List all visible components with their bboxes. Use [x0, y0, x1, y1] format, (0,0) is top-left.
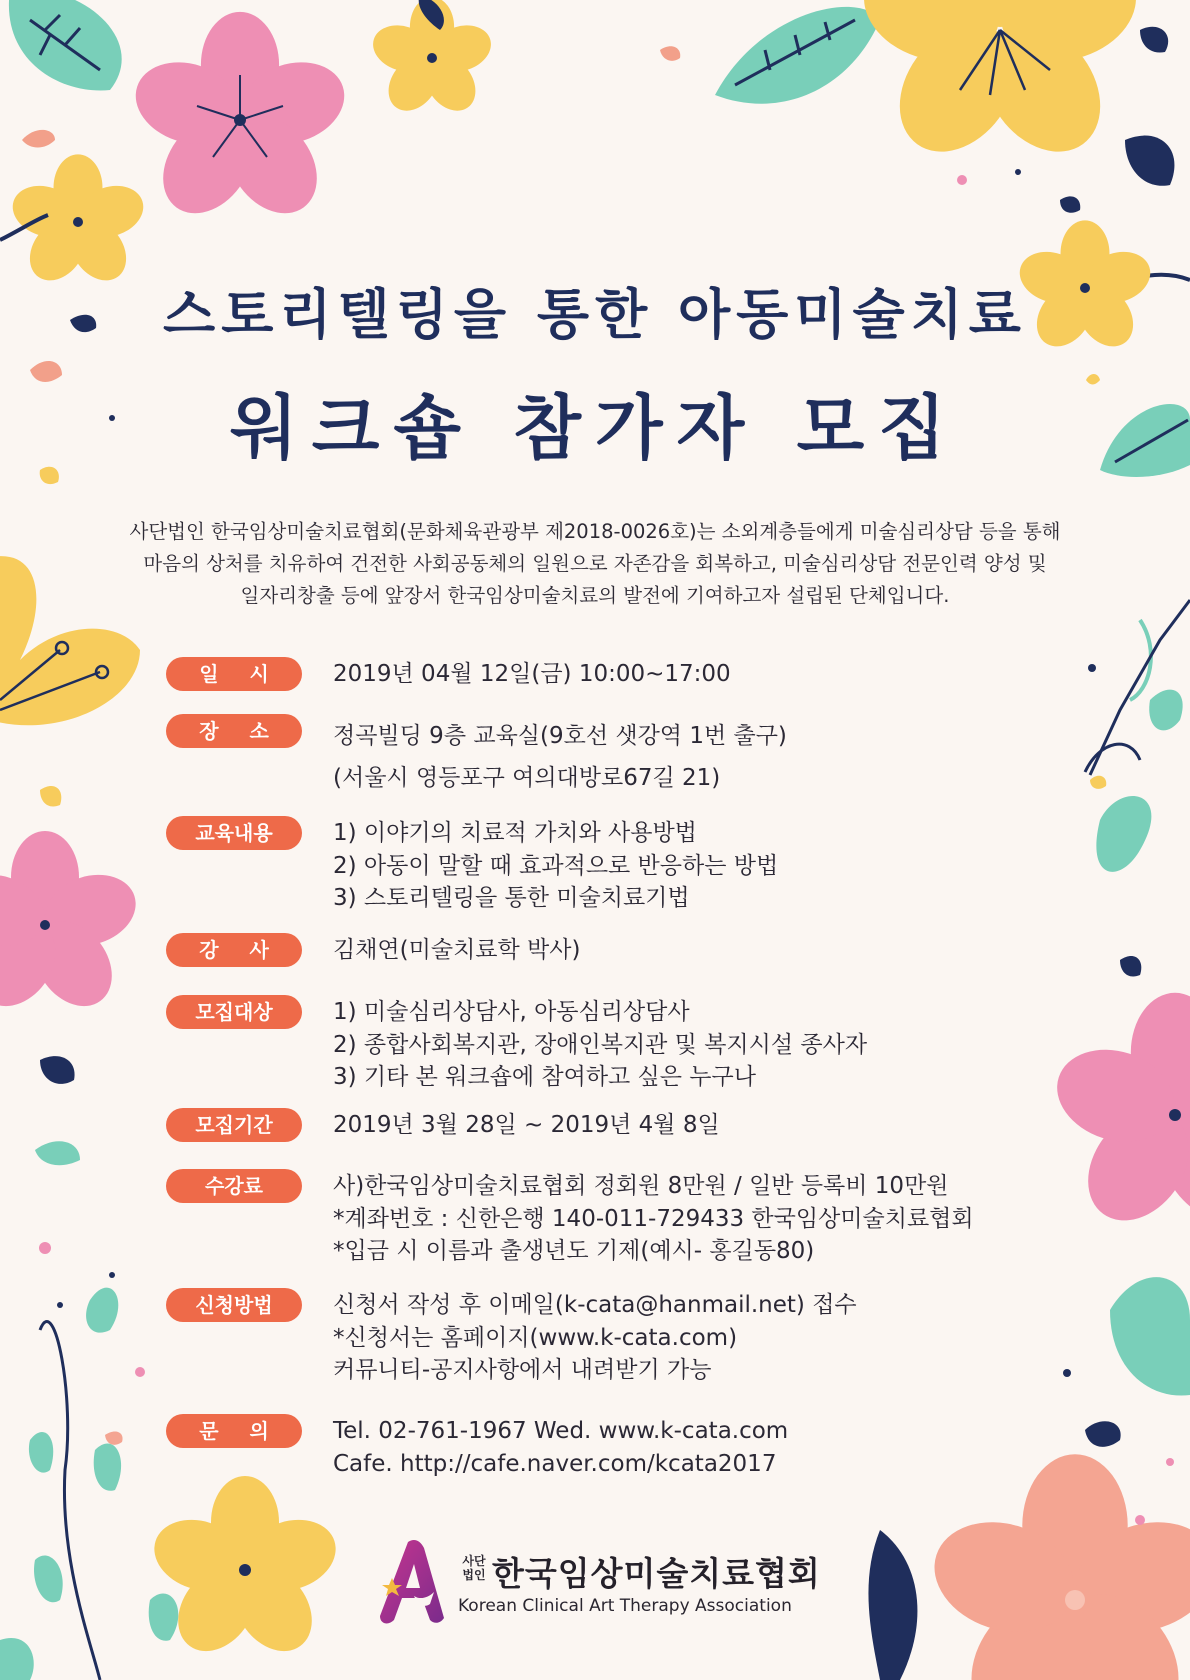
detail-line: 3) 기타 본 워크숍에 참여하고 싶은 누구나: [333, 1064, 756, 1090]
detail-line: *계좌번호 : 신한은행 140-011-729433 한국임상미술치료협회: [333, 1205, 974, 1232]
detail-line: 2) 종합사회복지관, 장애인복지관 및 복지시설 종사자: [333, 1031, 868, 1058]
intro-line: 마음의 상처를 치유하여 건전한 사회공동체의 일원으로 자존감을 회복하고, 미술심리상담 전문인력 양성 및: [143, 552, 1047, 575]
detail-line: 김채연(미술치료학 박사): [333, 937, 581, 963]
curriculum-badge: 교육내용: [166, 816, 302, 850]
date-text: [333, 658, 1093, 691]
period-badge: 모집기간: [166, 1108, 302, 1142]
detail-line: 사)한국임상미술치료협회 정회원 8만원 / 일반 등록비 10만원: [333, 1173, 949, 1199]
detail-line: 신청서 작성 후 이메일(k-cata@hanmail.net) 접수: [333, 1292, 857, 1318]
page-title-line2: 워크숍 참가자 모집: [230, 387, 960, 469]
detail-line: 정곡빌딩 9층 교육실(9호선 샛강역 1번 출구): [333, 723, 787, 749]
contact-text: [333, 1415, 1093, 1480]
logo-prefix: [457, 1554, 491, 1582]
curriculum-text: [333, 817, 1093, 915]
fee-badge: 수강료: [166, 1169, 302, 1203]
detail-line: 2019년 04월 12일(금) 10:00~17:00: [333, 661, 731, 687]
instructor-text: [333, 934, 1093, 967]
location-badge: 장 소: [166, 714, 302, 748]
location-text: [333, 715, 1093, 799]
application-text: [333, 1289, 1093, 1387]
intro-line: 사단법인 한국임상미술치료협회(문화체육관광부 제2018-0026호)는 소외계층들에게 미술심리상담 등을 통해: [129, 520, 1061, 543]
date-badge: 일 시: [166, 657, 302, 691]
application-badge: 신청방법: [166, 1288, 302, 1322]
detail-line: 1) 이야기의 치료적 가치와 사용방법: [333, 820, 697, 846]
detail-line: 2) 아동이 말할 때 효과적으로 반응하는 방법: [333, 852, 779, 879]
fee-text: [333, 1170, 1093, 1268]
target-badge: 모집대상: [166, 995, 302, 1029]
detail-line: *입금 시 이름과 출생년도 기제(예시- 홍길동80): [333, 1238, 815, 1264]
contact-badge: 문 의: [166, 1414, 302, 1448]
logo-prefix-bottom: 법인: [462, 1568, 486, 1582]
detail-line: 1) 미술심리상담사, 아동심리상담사: [333, 999, 690, 1025]
detail-line: Tel. 02-761-1967 Wed. www.k-cata.com: [333, 1418, 789, 1444]
detail-line: (서울시 영등포구 여의대방로67길 21): [333, 765, 721, 791]
detail-line: 3) 스토리텔링을 통한 미술치료기법: [333, 885, 690, 911]
intro-paragraph: [80, 516, 1110, 612]
intro-line: 일자리창출 등에 앞장서 한국임상미술치료의 발전에 기여하고자 설립된 단체입니다.: [240, 584, 950, 607]
logo-mark-icon: [378, 1538, 448, 1626]
instructor-badge: 강 사: [166, 933, 302, 967]
page-title-line1: 스토리텔링을 통한 아동미술치료: [163, 283, 1027, 346]
logo-english-name: Korean Clinical Art Therapy Association: [458, 1596, 792, 1616]
logo-name: 한국임상미술치료협회: [492, 1554, 821, 1593]
association-logo: [378, 1538, 821, 1628]
logo-prefix-top: 사단: [462, 1554, 486, 1568]
period-text: [333, 1109, 1093, 1142]
detail-line: 커뮤니티-공지사항에서 내려받기 가능: [333, 1357, 712, 1383]
target-text: [333, 996, 1093, 1094]
detail-line: Cafe. http://cafe.naver.com/kcata2017: [333, 1450, 777, 1477]
detail-line: 2019년 3월 28일 ~ 2019년 4월 8일: [333, 1112, 720, 1138]
detail-line: *신청서는 홈페이지(www.k-cata.com): [333, 1324, 738, 1351]
